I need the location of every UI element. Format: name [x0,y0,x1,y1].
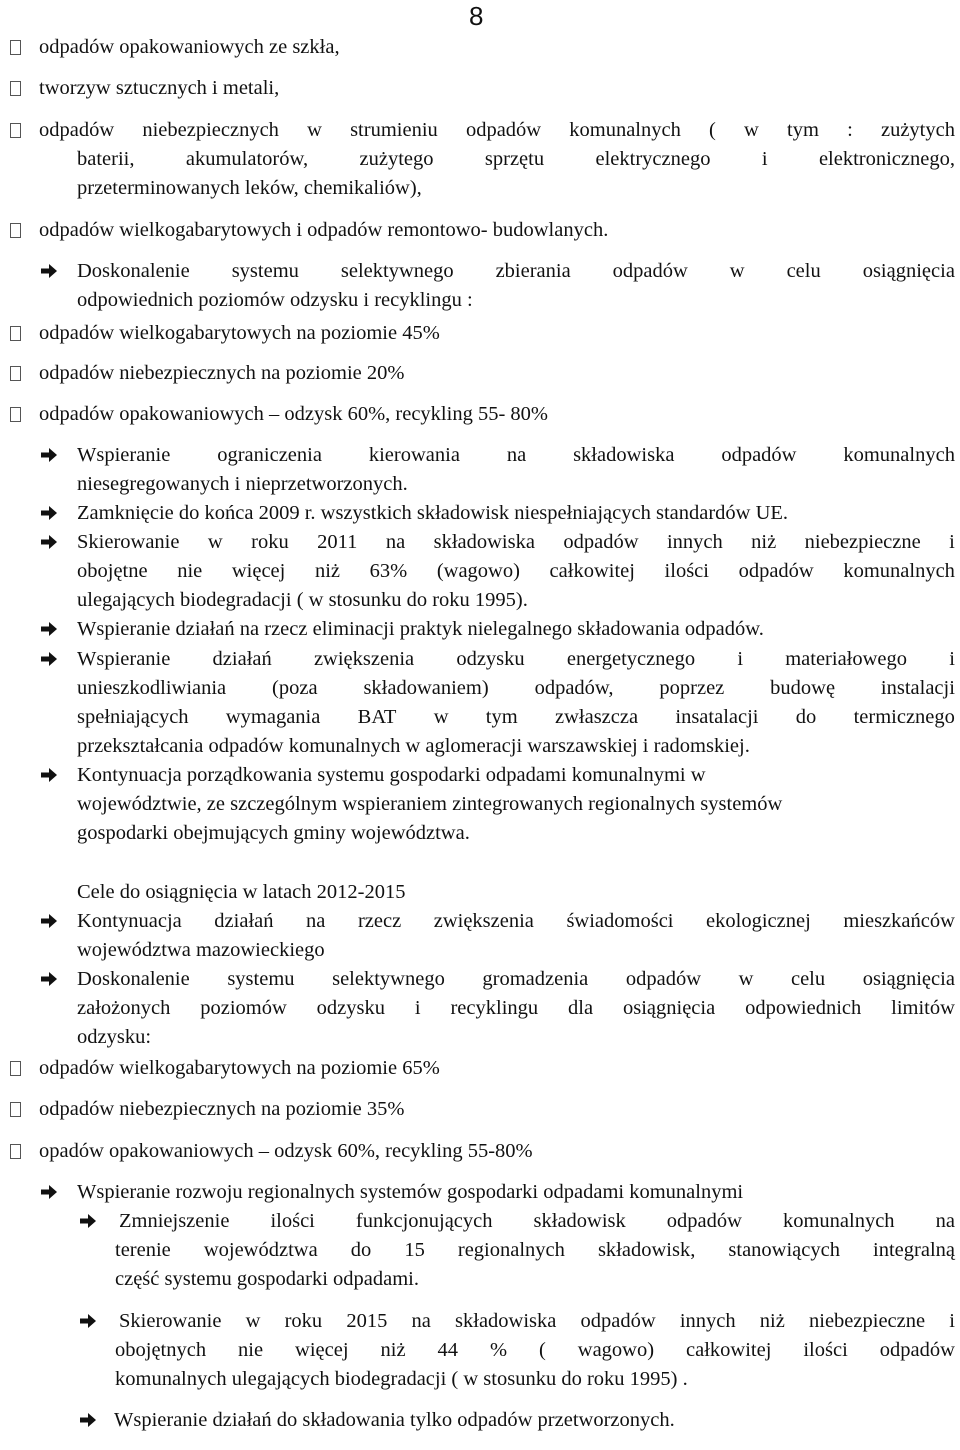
page-number: 8 [469,1,484,31]
line-text: przeterminowanych leków, chemikaliów), [77,177,422,199]
line-text: odpadów opakowaniowych ze szkła, [39,36,340,58]
arrow-bullet-icon [41,914,57,928]
line-text: założonych poziomów odzysku i recyklingu dla osiągnięcia odpowiednich limitów [77,997,955,1019]
line-text: terenie województwa do 15 regionalnych składowisk, stanowiących integralną [115,1239,955,1261]
line-text: Cele do osiągnięcia w latach 2012-2015 [77,881,406,903]
line-text: Wspieranie działań zwiększenia odzysku energetycznego i materiałowego i [77,648,955,670]
arrow-bullet-icon [41,506,57,520]
line-text: Doskonalenie systemu selektywnego zbierania odpadów w celu osiągnięcia [77,260,955,282]
square-bullet-icon [10,123,21,138]
square-bullet-icon [10,40,21,55]
line-text: unieszkodliwiania (poza składowaniem) odpadów, poprzez budowę instalacji [77,677,955,699]
arrow-bullet-icon [41,1185,57,1199]
arrow-bullet-icon [41,535,57,549]
line-text: komunalnych ulegających biodegradacji ( w stosunku do roku 1995) . [115,1368,688,1390]
line-text: tworzyw sztucznych i metali, [39,77,280,99]
line-text: odpadów niebezpiecznych na poziomie 35% [39,1098,405,1120]
line-text: spełniających wymagania BAT w tym zwłaszcza insatalacji do termicznego [77,706,955,728]
line-text: ulegających biodegradacji ( w stosunku do roku 1995). [77,589,528,611]
line-text: baterii, akumulatorów, zużytego sprzętu elektrycznego i elektronicznego, [77,148,955,170]
line-text: odpadów opakowaniowych – odzysk 60%, recykling 55- 80% [39,403,548,425]
line-text: obojętnych nie więcej niż 44 % ( wagowo) całkowitej ilości odpadów [115,1339,955,1361]
arrow-bullet-icon [41,622,57,636]
arrow-bullet-icon [41,768,57,782]
square-bullet-icon [10,1061,21,1076]
square-bullet-icon [10,1102,21,1117]
arrow-bullet-icon [80,1214,96,1228]
line-text: województwa mazowieckiego [77,939,325,961]
arrow-bullet-icon [80,1413,96,1427]
square-bullet-icon [10,366,21,381]
line-text: województwie, ze szczególnym wspieraniem zintegrowanych regionalnych systemów [77,793,783,815]
arrow-bullet-icon [80,1314,96,1328]
arrow-bullet-icon [41,652,57,666]
line-text: odpadów niebezpiecznych na poziomie 20% [39,362,405,384]
line-text: odzysku: [77,1026,152,1048]
line-text: odpadów wielkogabarytowych na poziomie 45% [39,322,440,344]
square-bullet-icon [10,223,21,238]
line-text: gospodarki obejmujących gminy województwa. [77,822,470,844]
square-bullet-icon [10,326,21,341]
arrow-bullet-icon [41,264,57,278]
line-text: Wspieranie rozwoju regionalnych systemów gospodarki odpadami komunalnymi [77,1181,744,1203]
line-text: obojętne nie więcej niż 63% (wagowo) całkowitej ilości odpadów komunalnych [77,560,955,582]
line-text: Doskonalenie systemu selektywnego gromadzenia odpadów w celu osiągnięcia [77,968,955,990]
line-text: Kontynuacja porządkowania systemu gospodarki odpadami komunalnymi w [77,764,706,786]
line-text: Wspieranie działań do składowania tylko odpadów przetworzonych. [114,1409,675,1431]
line-text: przekształcania odpadów komunalnych w aglomeracji warszawskiej i radomskiej. [77,735,750,757]
line-text: Wspieranie ograniczenia kierowania na składowiska odpadów komunalnych [77,444,955,466]
arrow-bullet-icon [41,972,57,986]
line-text: Skierowanie w roku 2011 na składowiska odpadów innych niż niebezpieczne i [77,531,955,553]
line-text: Zmniejszenie ilości funkcjonujących składowisk odpadów komunalnych na [119,1210,955,1232]
line-text: część systemu gospodarki odpadami. [115,1268,420,1290]
square-bullet-icon [10,407,21,422]
line-text: odpadów wielkogabarytowych i odpadów remontowo- budowlanych. [39,219,609,241]
line-text: Kontynuacja działań na rzecz zwiększenia świadomości ekologicznej mieszkańców [77,910,955,932]
line-text: odpadów wielkogabarytowych na poziomie 65% [39,1057,440,1079]
line-text: opadów opakowaniowych – odzysk 60%, recykling 55-80% [39,1140,533,1162]
arrow-bullet-icon [41,448,57,462]
square-bullet-icon [10,81,21,96]
line-text: Zamknięcie do końca 2009 r. wszystkich składowisk niespełniających standardów UE. [77,502,789,524]
line-text: Skierowanie w roku 2015 na składowiska odpadów innych niż niebezpieczne i [119,1310,955,1332]
line-text: odpowiednich poziomów odzysku i recyklingu : [77,289,473,311]
line-text: Wspieranie działań na rzecz eliminacji praktyk nielegalnego składowania odpadów. [77,618,764,640]
line-text: odpadów niebezpiecznych w strumieniu odpadów komunalnych ( w tym : zużytych [39,119,955,141]
square-bullet-icon [10,1144,21,1159]
line-text: niesegregowanych i nieprzetworzonych. [77,473,408,495]
